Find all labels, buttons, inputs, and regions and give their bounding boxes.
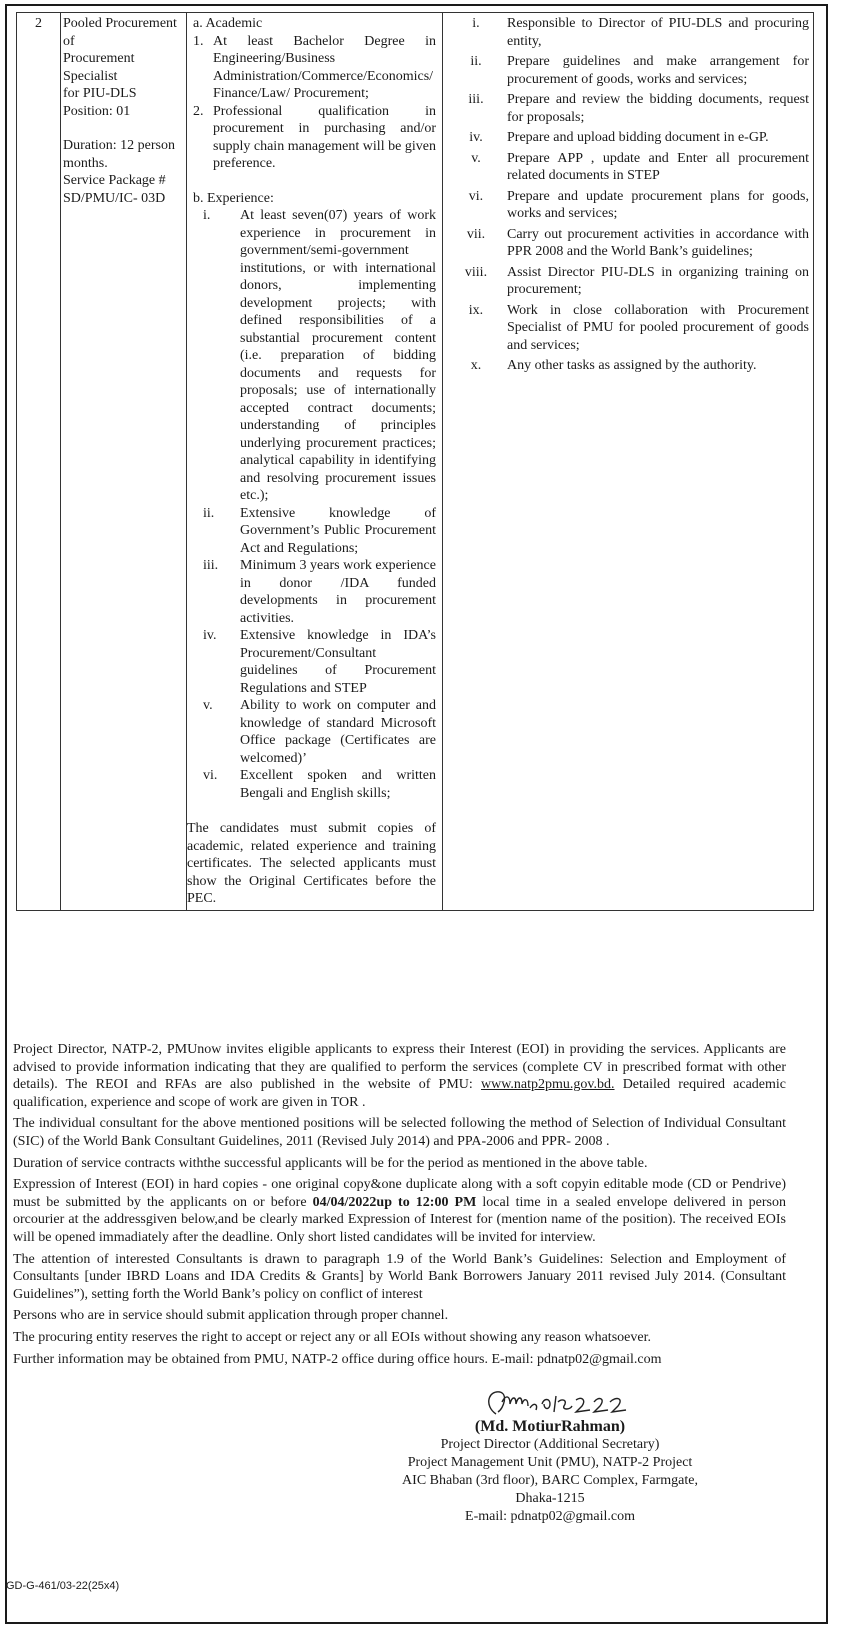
item-number: v. — [203, 698, 213, 713]
list-item — [459, 129, 809, 147]
signatory-line: Dhaka-1215 — [515, 1491, 585, 1506]
table-row — [17, 13, 814, 911]
signatory-line: AIC Bhaban (3rd floor), BARC Complex, Farmgate, — [402, 1473, 698, 1488]
academic-heading: a. Academic — [193, 16, 263, 31]
list-item — [459, 357, 809, 375]
list-item — [203, 207, 436, 505]
invitation-text-end: Detailed required academic qualification, experience and scope of work are given in TOR . — [13, 1077, 786, 1110]
list-item — [203, 697, 436, 767]
item-text: Any other tasks as assigned by the authority. — [507, 358, 757, 373]
item-text: Minimum 3 years work experience in donor /IDA funded developments in procurement activities. — [240, 558, 436, 626]
item-number: 1. — [193, 33, 204, 49]
pmu-website-link[interactable]: www.natp2pmu.gov.bd. — [480, 1077, 615, 1093]
position-details — [63, 15, 184, 207]
item-number: i. — [472, 16, 480, 31]
list-item — [203, 505, 436, 558]
spacer — [63, 120, 184, 137]
tor-table — [16, 12, 814, 911]
item-text: Responsible to Director of PIU-DLS and procuring entity, — [507, 16, 809, 49]
item-text: Prepare and update procurement plans for goods, works and services; — [507, 188, 809, 221]
list-item — [203, 767, 436, 802]
duties-list — [459, 15, 809, 375]
eoi-body — [13, 1041, 786, 1372]
paragraph-rights: The procuring entity reserves the right to accept or reject any or all EOIs without showing any reason whatsoever. — [13, 1329, 651, 1345]
item-text: Excellent spoken and written Bengali and English skills; — [240, 768, 436, 801]
item-text: Prepare guidelines and make arrangement for procurement of goods, works and services; — [507, 54, 809, 87]
signatory-block — [400, 1418, 700, 1526]
item-number: vi. — [203, 768, 218, 783]
item-text: At least Bachelor Degree in Engineering/Business Administration/Commerce/Economics/ Finance/Law/ Procurement; — [213, 33, 436, 101]
paragraph-in-service: Persons who are in service should submit application through proper channel. — [13, 1308, 449, 1324]
position-line: Position: 01 — [63, 103, 131, 119]
item-text: Extensive knowledge of Government’s Public Procurement Act and Regulations; — [240, 505, 436, 556]
item-number: iii. — [468, 92, 484, 107]
position-cell — [61, 13, 187, 911]
item-number: x. — [470, 358, 482, 373]
paragraph-invitation — [13, 1041, 786, 1111]
item-text: Ability to work on computer and knowledge of standard Microsoft Office package (Certificates are welcomed)’ — [240, 698, 436, 766]
paragraph-guidelines: The attention of interested Consultants is drawn to paragraph 1.9 of the World Bank’s Guidelines: Selection and Employment of Consultants [under IBRD Loans and IDA Credits & Grants] by World Bank Borrowers January 2011 revised July 2014. (Consultant Guidelines”), setting forth the World Bank’s policy on conflict of interest — [13, 1251, 786, 1302]
item-number: vi. — [468, 188, 484, 204]
list-item — [459, 264, 809, 299]
item-text: Prepare and upload bidding document in e-GP. — [507, 130, 769, 145]
list-item — [203, 557, 436, 627]
item-number: v. — [471, 150, 481, 166]
item-number: ii. — [470, 54, 482, 69]
list-item — [459, 302, 809, 355]
paragraph-submission — [13, 1176, 786, 1246]
list-item — [459, 53, 809, 88]
position-line: Procurement Specialist — [63, 51, 135, 84]
item-text: Prepare APP , update and Enter all procurement related documents in STEP — [507, 150, 809, 183]
item-text: At least seven(07) years of work experience in procurement in government/semi-government institutions, or with international donors, implementing development projects; with defined responsibilities of a substantial procurement content (i.e. preparation of bidding documents and requests for proposals; use of internationally accepted contract documents; understanding of principles underlying procurement practices; analytical capability in identifying and resolving procurement issues etc.); — [240, 208, 436, 503]
paragraph-duration: Duration of service contracts withthe successful applicants will be for the period as mentioned in the above table. — [13, 1155, 648, 1171]
qualification-cell — [187, 13, 443, 911]
submission-text-end: local time in a sealed envelope delivered in person orcourier at the addressgiven below,and be clearly marked Expression of Interest for (mention name of the position). The received EOIs will be opened immadiately after the deadline. Only short listed candidates will be invited for interview. — [13, 1194, 786, 1245]
duties-cell — [443, 13, 814, 911]
position-line: for PIU-DLS — [63, 86, 137, 101]
academic-list — [193, 33, 436, 173]
signatory-line: Project Director (Additional Secretary) — [440, 1437, 660, 1452]
list-item — [193, 33, 436, 103]
list-item — [459, 91, 809, 126]
position-line: Pooled Procurement of — [63, 16, 177, 49]
position-line: Duration: 12 person — [63, 138, 175, 153]
item-number: iv. — [203, 628, 217, 643]
item-number: iii. — [203, 558, 219, 573]
submission-text: Expression of Interest (EOI) in hard copies - one original copy&one duplicate along with a soft copyin editable mode (CD or Pendrive) must be submitted by the applicants on or before — [13, 1177, 786, 1210]
serial-cell — [17, 13, 61, 911]
signatory-name: (Md. MotiurRahman) — [474, 1418, 626, 1435]
ad-code: GD-G-461/03-22(25x4) — [6, 1580, 120, 1592]
item-number: i. — [203, 208, 211, 223]
list-item — [459, 188, 809, 223]
item-text: Work in close collaboration with Procurement Specialist of PMU for pooled procurement of goods and services; — [507, 302, 809, 353]
position-line: Service Package # — [63, 173, 166, 188]
item-number: ix. — [468, 302, 484, 318]
item-text: Assist Director PIU-DLS in organizing training on procurement; — [507, 264, 809, 297]
position-line: months. — [63, 155, 108, 171]
position-line: SD/PMU/IC- 03D — [63, 190, 166, 206]
list-item — [459, 226, 809, 261]
signatory-line: Project Management Unit (PMU), NATP-2 Project — [407, 1455, 693, 1470]
serial-number: 2 — [35, 16, 42, 31]
list-item — [203, 627, 436, 697]
signatory-line: E-mail: pdnatp02@gmail.com — [465, 1509, 635, 1524]
item-number: vii. — [466, 226, 486, 242]
invitation-text: Project Director, NATP-2, PMUnow invites eligible applicants to express their Interest (EOI) in providing the services. Applicants are advised to provide information indicating that they are qualified to perform the services (complete CV in prescribed format with other details). The REOI and RFAs are also published in the website of PMU: — [13, 1042, 786, 1093]
submission-deadline: 04/04/2022up to 12:00 PM — [312, 1194, 477, 1210]
certificate-note: The candidates must submit copies of academic, related experience and training certificates. The selected applicants must show the Original Certificates before the PEC. — [187, 821, 436, 906]
item-number: viii. — [464, 264, 488, 280]
item-number: iv. — [469, 130, 483, 145]
item-number: ii. — [203, 505, 215, 521]
list-item — [459, 150, 809, 185]
item-text: Prepare and review the bidding documents, request for proposals; — [507, 92, 809, 125]
signatory-details — [400, 1436, 700, 1526]
paragraph-selection-method: The individual consultant for the above mentioned positions will be selected following the method of Selection of Individual Consultant (SIC) of the World Bank Consultant Guidelines, 2011 (Revised July 2014) and PPA-2006 and PPR- 2008 . — [13, 1116, 786, 1149]
list-item — [459, 15, 809, 50]
item-text: Carry out procurement activities in accordance with PPR 2008 and the World Bank’s guidelines; — [507, 226, 809, 259]
list-item — [193, 103, 436, 173]
item-text: Professional qualification in procurement in purchasing and/or supply chain management will be given preference. — [213, 103, 436, 171]
experience-list — [203, 207, 436, 802]
item-text: Extensive knowledge in IDA’s Procurement/Consultant guidelines of Procurement Regulations and STEP — [240, 628, 436, 696]
paragraph-contact: Further information may be obtained from PMU, NATP-2 office during office hours. E-mail: pdnatp02@gmail.com — [13, 1351, 662, 1367]
experience-heading: b. Experience: — [193, 190, 274, 206]
item-number: 2. — [193, 103, 204, 119]
